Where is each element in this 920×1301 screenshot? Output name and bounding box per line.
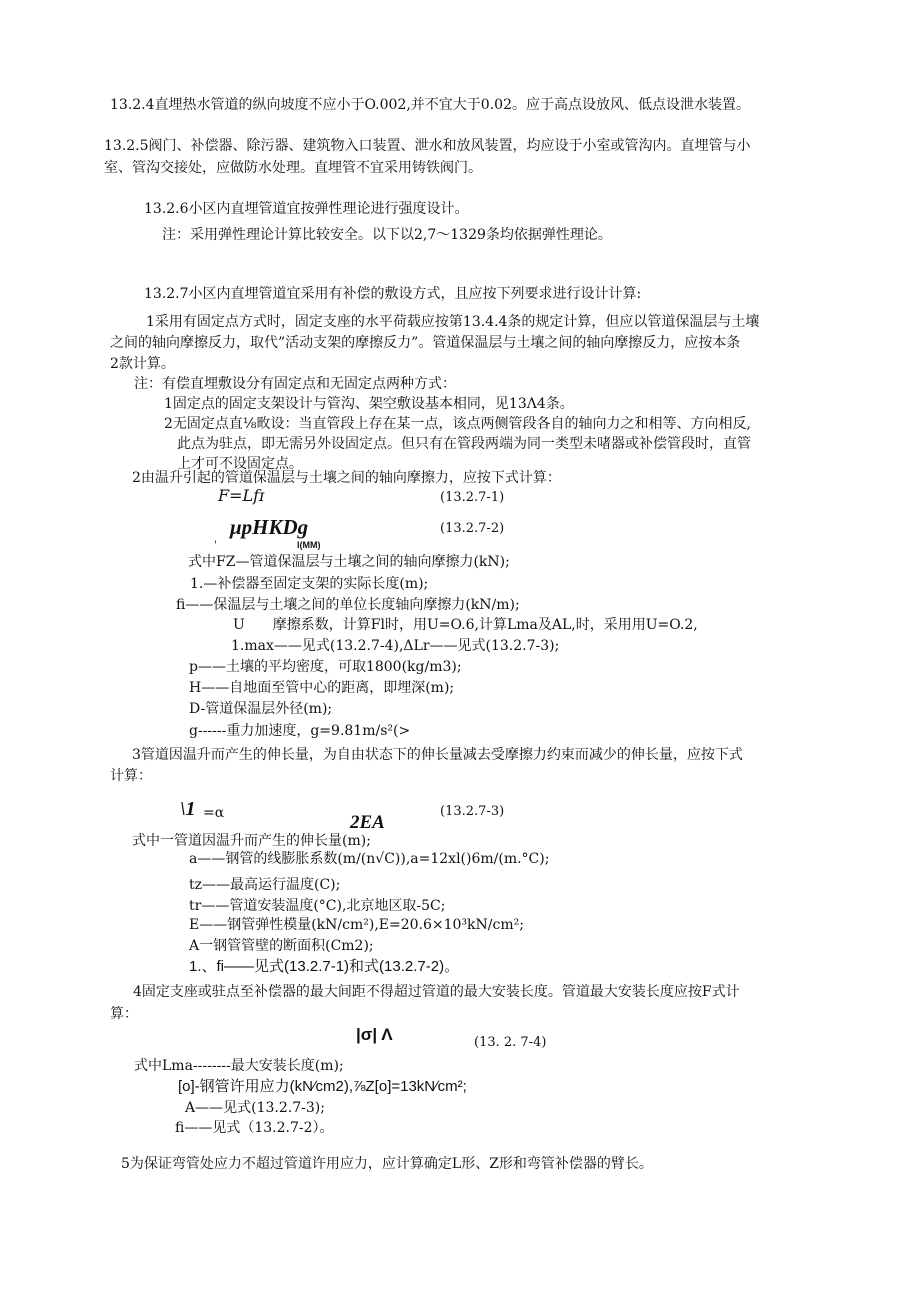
clause-13-2-4: 13.2.4直埋热水管道的纵向坡度不应小于O.002,并不宜大于0.02。应于高点设放风、低点设泄水装置。	[110, 97, 750, 113]
where-delta-l: 式中一管道因温升而产生的伸长量(m);	[132, 833, 371, 849]
equation-3-left: \1	[180, 798, 196, 820]
equation-2: μpHKDg	[230, 515, 309, 539]
equation-3-number: (13.2.7-3)	[440, 804, 505, 819]
where-area: A一钢管管壁的断面积(Cm2);	[189, 938, 374, 954]
item-4-line2: 算：	[110, 1006, 138, 1022]
item-4-line1: 4固定支座或驻点至补偿器的最大间距不得超过管道的最大安装长度。管道最大安装长度应按F式计	[133, 984, 740, 1000]
where-fi: fi——保温层与土壤之间的单位长度轴向摩擦力(kN∕m);	[176, 597, 520, 613]
equation-2-tick: '	[214, 540, 217, 551]
where-tz: tz——最高运行温度(C);	[189, 877, 341, 893]
clause-13-2-5-line1: 13.2.5阀门、补偿器、除污器、建筑物入口装置、泄水和放风装置，均应设于小室或管沟内。直埋管与小	[104, 138, 751, 154]
where-l: 1.—补偿器至固定支架的实际长度(m);	[190, 576, 429, 592]
equation-3-denominator: 2EA	[350, 812, 385, 833]
equation-4-number: (13. 2. 7-4)	[474, 1035, 547, 1050]
where-allowable-stress: [o]-钢管许用应力(kN∕cm2),⅞Z[o]=13kN∕cm²;	[178, 1078, 467, 1095]
note-item-1: 1固定点的固定支架设计与管沟、架空敷设基本相同，见13Λ4条。	[164, 396, 574, 412]
clause-13-2-7: 13.2.7小区内直埋管道宜采用有补偿的敷设方式，且应按下列要求进行设计计算:	[144, 286, 642, 302]
item-5: 5为保证弯管处应力不超过管道许用应力，应计算确定L形、Z形和弯管补偿器的臂长。	[121, 1156, 653, 1172]
clause-13-2-6-note: 注：采用弹性理论计算比较安全。以下以2,7～1329条均依据弹性理论。	[162, 227, 612, 243]
equation-1-number: (13.2.7-1)	[440, 490, 505, 505]
item-1-line1: 1采用有固定点方式时，固定支座的水平荷载应按第13.4.4条的规定计算，但应以管道保温层与土壤	[146, 314, 760, 330]
where-e: E——钢管弹性模量(kN∕cm²),E=20.6×10³kN∕cm²;	[189, 917, 524, 933]
where-tr: tr——管道安装温度(°C),北京地区取-5C;	[189, 898, 446, 914]
equation-4: |σ| Λ	[356, 1025, 393, 1044]
note-item-2-line2: 此点为驻点，即无需另外设固定点。但只有在管段两端为同一类型未啫器或补偿管段时，直管	[177, 436, 751, 452]
where-lmax: 1.max——见式(13.2.7-4),ΔLr——见式(13.2.7-3);	[231, 638, 560, 654]
note-item-2-line1: 2无固定点直⅛畋设：当直管段上存在某一点，该点两侧管段各自的轴向力之和相等、方向相反,	[164, 416, 751, 432]
clause-13-2-6: 13.2.6小区内直埋管道宜按弹性理论进行强度设计。	[144, 201, 469, 217]
where-lmax-def: 式中Lma--------最大安装长度(m);	[134, 1058, 344, 1074]
note-heading: 注：有偿直埋敷设分有固定点和无固定点两种方式：	[134, 376, 456, 392]
where-h: H——自地面至管中心的距离，即埋深(m);	[189, 680, 455, 696]
item-3-line1: 3管道因温升而产生的伸长量，为自由状态下的伸长量减去受摩擦力约束而减少的伸长量，应按下式	[132, 747, 743, 763]
where-a-ref: A——见式(13.2.7-3);	[185, 1100, 325, 1116]
item-2-intro: 2由温升引起的管道保温层与土壤之间的轴向摩擦力，应按下式计算：	[132, 470, 561, 486]
equation-3-alpha: =α	[203, 805, 225, 821]
note-item-2-line3: 上才可不设固定点。	[177, 456, 303, 472]
clause-13-2-5-line2: 室、管沟交接处，应做防水处理。直埋管不宜采用铸铁阀门。	[104, 160, 482, 176]
where-p: p——土壤的平均密度，可取1800(kg∕m3);	[189, 659, 462, 675]
where-fi-ref: fi——见式（13.2.7-2）。	[175, 1120, 334, 1136]
where-a: a——钢管的线膨胀系数(m∕(n√C)),a=12xl()6m∕(m.°C);	[189, 851, 550, 867]
item-1-line2: 之间的轴向摩擦反力，取代”活动支架的摩擦反力”。管道保温层与土壤之间的轴向摩擦反力，应按本条	[110, 335, 741, 351]
where-l-fi: 1.、fi——见式(13.2.7-1)和式(13.2.7-2)。	[189, 958, 460, 975]
item-3-line2: 计算：	[110, 768, 152, 784]
where-fz: 式中FZ—管道保温层与土壤之间的轴向摩擦力(kN);	[188, 554, 510, 570]
where-g: g------重力加速度，g=9.81m∕s²(>	[189, 723, 411, 739]
where-u: U 摩擦系数，计算Fl时，用U=O.6,计算Lma及AL,时，采用用U=O.2,	[233, 617, 698, 633]
where-d: D-管道保温层外径(m);	[189, 701, 333, 717]
equation-1: F=Lfɪ	[218, 486, 265, 505]
equation-2-subscript: I(MM)	[297, 540, 321, 550]
item-1-line3: 2款计算。	[110, 356, 175, 372]
equation-2-number: (13.2.7-2)	[440, 521, 505, 536]
